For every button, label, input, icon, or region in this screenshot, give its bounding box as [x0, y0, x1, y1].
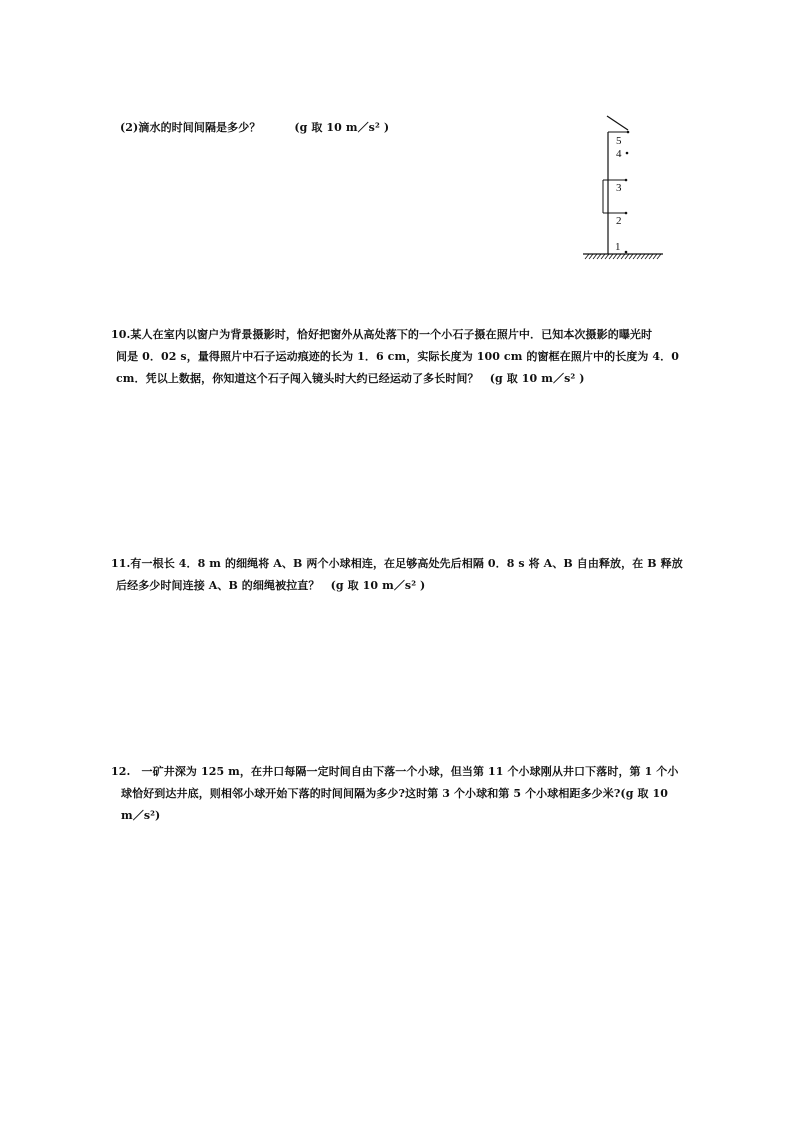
q12-line-1: 12. 一矿井深为 125 m，在井口每隔一定时间自由下落一个小球，但当第 11 个小球刚从井口下落时，第 1 个小 — [111, 765, 679, 778]
q12-line-2: 球恰好到达井底，则相邻小球开始下落的时间间隔为多少?这时第 3 个小球和第 5 个小球相距多少米?(g 取 10 — [121, 787, 668, 800]
ground-hatching — [585, 254, 661, 259]
roof-edge — [607, 116, 628, 130]
label-5: 5 — [616, 135, 622, 147]
drop-2 — [625, 212, 628, 215]
dripping-water-figure — [575, 110, 670, 265]
label-3: 3 — [616, 182, 622, 194]
q11-line-2: 后经多少时间连接 A、B 的细绳被拉直？ (g 取 10 m／s² ) — [116, 579, 426, 592]
part2-g-note: (g 取 10 m／s² ) — [294, 121, 390, 134]
label-1: 1 — [615, 241, 621, 253]
label-2: 2 — [616, 215, 622, 227]
drop-4 — [626, 152, 629, 155]
q12-line-3: m／s²) — [121, 809, 161, 822]
drop-3 — [625, 179, 628, 182]
part2-text: (2)滴水的时间间隔是多少？ — [120, 121, 261, 134]
label-4: 4 — [616, 148, 622, 160]
q10-line-1: 10.某人在室内以窗户为背景摄影时，恰好把窗外从高处落下的一个小石子摄在照片中．已知本次摄影的曝光时 — [111, 328, 653, 341]
drop-1 — [625, 251, 628, 254]
q11-line-1: 11.有一根长 4．8 m 的细绳将 A、B 两个小球相连，在足够高处先后相隔 0．8 s 将 A、B 自由释放，在 B 释放 — [111, 557, 683, 570]
drop-5 — [627, 131, 630, 134]
q10-line-2: 间是 0．02 s，量得照片中石子运动痕迹的长为 1．6 cm，实际长度为 100 cm 的窗框在照片中的长度为 4．0 — [116, 350, 680, 363]
q10-line-3: cm．凭以上数据，你知道这个石子闯入镜头时大约已经运动了多长时间？ (g 取 10 m／s² ) — [116, 372, 585, 385]
part2-question — [120, 119, 389, 135]
